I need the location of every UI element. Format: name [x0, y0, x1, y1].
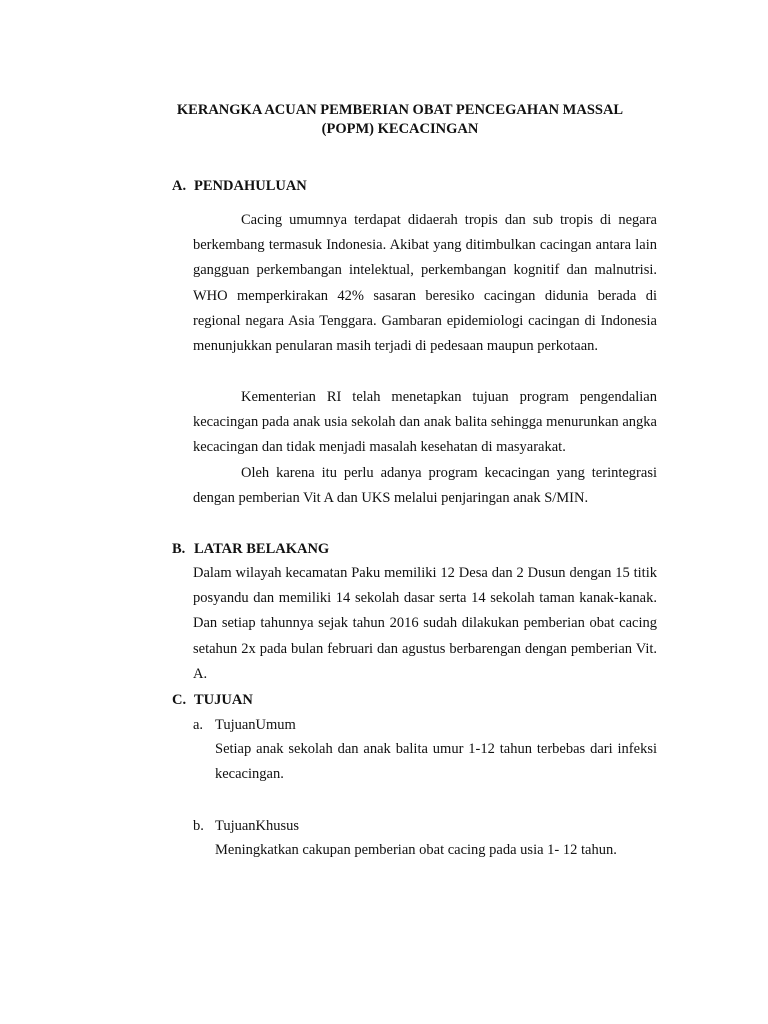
section-c-letter: C.	[172, 692, 187, 708]
tujuan-khusus-heading	[193, 816, 299, 836]
tujuan-khusus-letter: b.	[193, 818, 204, 834]
section-b-letter: B.	[172, 541, 186, 557]
section-b-heading	[172, 539, 329, 559]
section-c-title: TUJUAN	[194, 692, 253, 708]
document-title	[150, 101, 650, 139]
title-line-2: (POPM) KECACINGAN	[321, 121, 479, 137]
section-a-heading	[172, 176, 307, 196]
title-line-1: KERANGKA ACUAN PEMBERIAN OBAT PENCEGAHAN MASSAL	[176, 102, 624, 118]
section-c-heading	[172, 690, 253, 710]
section-b-paragraph: Dalam wilayah kecamatan Paku memiliki 12 Desa dan 2 Dusun dengan 15 titik posyandu dan memiliki 14 sekolah dasar serta 14 sekolah taman kanak-kanak. Dan setiap tahunnya sejak tahun 2016 sudah dilakukan pemberian obat cacing setahun 2x pada bulan februari dan agustus berbarengan dengan pemberian Vit. A.	[193, 565, 657, 682]
section-a-paragraph-1: Cacing umumnya terdapat didaerah tropis dan sub tropis di negara berkembang termasuk Indonesia. Akibat yang ditimbulkan cacingan antara lain gangguan perkembangan intelektual, perkembangan kognitif dan malnutrisi. WHO memperkirakan 42% sasaran beresiko cacingan didunia berada di regional negara Asia Tenggara. Gambaran epidemiologi cacingan di Indonesia menunjukkan penularan masih terjadi di pedesaan maupun perkotaan.	[193, 212, 657, 355]
tujuan-umum-heading	[193, 715, 296, 735]
tujuan-khusus-title: TujuanKhusus	[215, 818, 300, 834]
section-a-letter: A.	[172, 178, 187, 194]
tujuan-khusus-text: Meningkatkan cakupan pemberian obat cacing pada usia 1- 12 tahun.	[215, 842, 617, 858]
section-a-title: PENDAHULUAN	[194, 178, 307, 194]
tujuan-umum-letter: a.	[193, 717, 204, 733]
section-a-paragraph-2: Kementerian RI telah menetapkan tujuan program pengendalian kecacingan pada anak usia sekolah dan anak balita sehingga menurunkan angka kecacingan dan tidak menjadi masalah kesehatan di masyarakat.	[193, 389, 657, 456]
tujuan-umum-text: Setiap anak sekolah dan anak balita umur 1-12 tahun terbebas dari infeksi kecacingan.	[215, 741, 657, 783]
section-a-paragraph-3: Oleh karena itu perlu adanya program kecacingan yang terintegrasi dengan pemberian Vit A dan UKS melalui penjaringan anak S/MIN.	[193, 465, 657, 507]
tujuan-umum-title: TujuanUmum	[215, 717, 296, 733]
section-b-title: LATAR BELAKANG	[194, 541, 330, 557]
